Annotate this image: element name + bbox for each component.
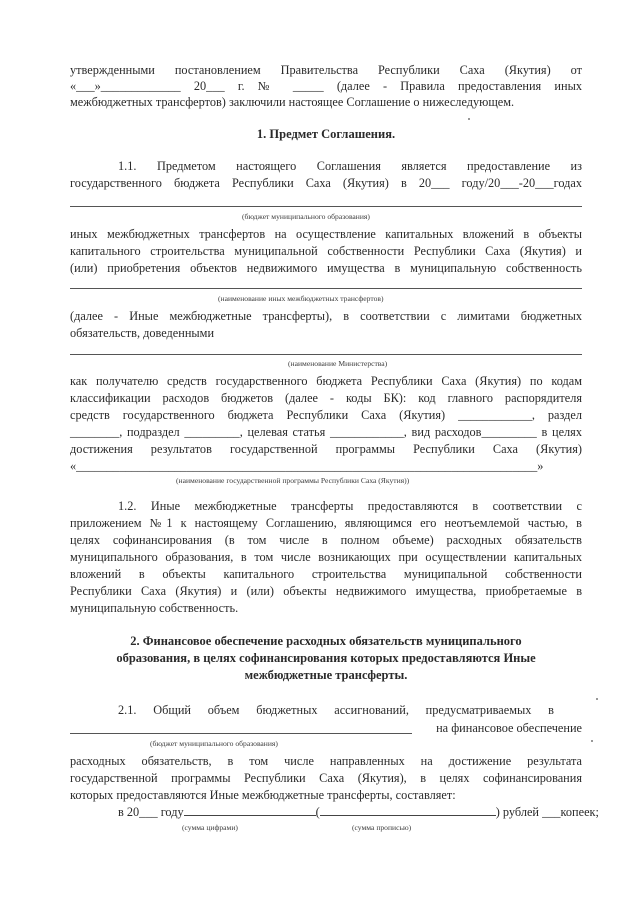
paragraph-2-1-line-3: расходных обязательств, в том числе направленных на достижение результата (70, 754, 582, 768)
budget-blank-line (70, 206, 582, 207)
paragraph-1-1-line-6: (далее - Иные межбюджетные трансферты), в соответствии с лимитами бюджетных (70, 309, 582, 323)
paragraph-1-1-line-4: капитального строительства муниципальной собственности Республики Саха (Якутия) и (70, 244, 582, 258)
paragraph-1-1-line-2: государственного бюджета Республики Саха (Якутия) в 20___ году/20___-20___годах (70, 176, 582, 190)
paragraph-1-2-line-1: 1.2. Иные межбюджетные трансферты предоставляются в соответствии с (118, 499, 582, 513)
paragraph-1-2-line-3: целях софинансирования (в том числе в полном объеме) расходных обязательств (70, 533, 582, 547)
budget2-blank-line (70, 733, 412, 734)
section-2-heading-line-1: 2. Финансовое обеспечение расходных обязательств муниципального (130, 634, 522, 648)
intro-line-1: утвержденными постановлением Правительства Республики Саха (Якутия) от (70, 63, 582, 77)
paragraph-2-1-line-4: государственной программы Республики Саха (Якутия), в целях софинансирования (70, 771, 582, 785)
words-caption: (сумма прописью) (352, 823, 412, 832)
ministry-blank-line (70, 354, 582, 355)
digits-caption: (сумма цифрами) (182, 823, 238, 832)
ministry-caption: (наименование Министерства) (288, 359, 388, 368)
sum-words-blank (320, 805, 496, 816)
scan-speck (468, 118, 470, 120)
paragraph-1-1-line-9: классификации расходов бюджетов (далее - коды БК): код главного распорядителя (70, 391, 582, 405)
open-paren: ( (315, 805, 320, 819)
intro-line-2: «___»_____________ 20___ г. № _____ (далее - Правила предоставления иных (70, 79, 582, 93)
paragraph-1-1-line-1: 1.1. Предметом настоящего Соглашения является предоставление из (118, 159, 582, 173)
paragraph-1-1-line-13: «___________________________________________________________________________» (70, 459, 544, 473)
sum-digits-blank (184, 805, 316, 816)
program-caption: (наименование государственной программы Республики Саха (Якутия)) (176, 476, 410, 485)
paragraph-1-1-line-5: (или) приобретения объектов недвижимого имущества в муниципальную собственность (70, 261, 582, 275)
paragraph-2-1-line-6 (118, 804, 599, 820)
paragraph-1-2-line-7: муниципальную собственность. (70, 601, 239, 615)
paragraph-1-1-line-10: средств государственного бюджета Республики Саха (Якутия) ____________, раздел (70, 408, 582, 422)
paragraph-2-1-line-1: 2.1. Общий объем бюджетных ассигнований, предусматриваемых в (118, 703, 554, 717)
paragraph-1-1-line-12: достижения результатов государственной программы Республики Саха (Якутия) (70, 442, 582, 456)
transfer-name-caption: (наименование иных межбюджетных трансфертов) (218, 294, 384, 303)
year-label: в 20___ году (118, 805, 184, 819)
scan-speck (596, 698, 598, 700)
section-2-heading-line-2: образования, в целях софинансирования которых предоставляются Иные (116, 651, 536, 665)
transfer-name-blank-line (70, 288, 582, 289)
section-2-heading-line-3: межбюджетные трансферты. (244, 668, 408, 682)
paragraph-1-2-line-2: приложением №1 к настоящему Соглашению, являющимся его неотъемлемой частью, в (70, 516, 582, 530)
intro-line-3: межбюджетных трансфертов) заключили настоящее Соглашение о нижеследующем. (70, 95, 515, 109)
paragraph-1-2-line-4: муниципального образования, в том числе возникающих при осуществлении капитальных (70, 550, 582, 564)
budget2-caption: (бюджет муниципального образования) (150, 739, 278, 748)
paragraph-1-1-line-3: иных межбюджетных трансфертов на осуществление капитальных вложений в объекты (70, 227, 582, 241)
paragraph-2-1-line-5: которых предоставляются Иные межбюджетные трансферты, составляет: (70, 788, 456, 802)
section-1-heading: 1. Предмет Соглашения. (256, 127, 396, 141)
paragraph-1-1-line-11: ________, подраздел _________, целевая статья ____________, вид расходов_________ в целях (70, 425, 582, 439)
paragraph-1-2-line-5: вложений в объекты капитального строительства муниципальной собственности (70, 567, 582, 581)
paragraph-2-1-line-2: на финансовое обеспечение (436, 721, 582, 735)
budget-caption: (бюджет муниципального образования) (242, 212, 370, 221)
scan-speck (591, 740, 593, 742)
paragraph-1-2-line-6: Республики Саха (Якутия) и (или) объекты недвижимого имущества, приобретаемые в (70, 584, 582, 598)
rubles-kopecks: ) рублей ___копеек; (495, 805, 599, 819)
paragraph-1-1-line-7: обязательств, доведенными (70, 326, 215, 340)
paragraph-1-1-line-8: как получателю средств государственного бюджета Республики Саха (Якутия) по кодам (70, 374, 582, 388)
